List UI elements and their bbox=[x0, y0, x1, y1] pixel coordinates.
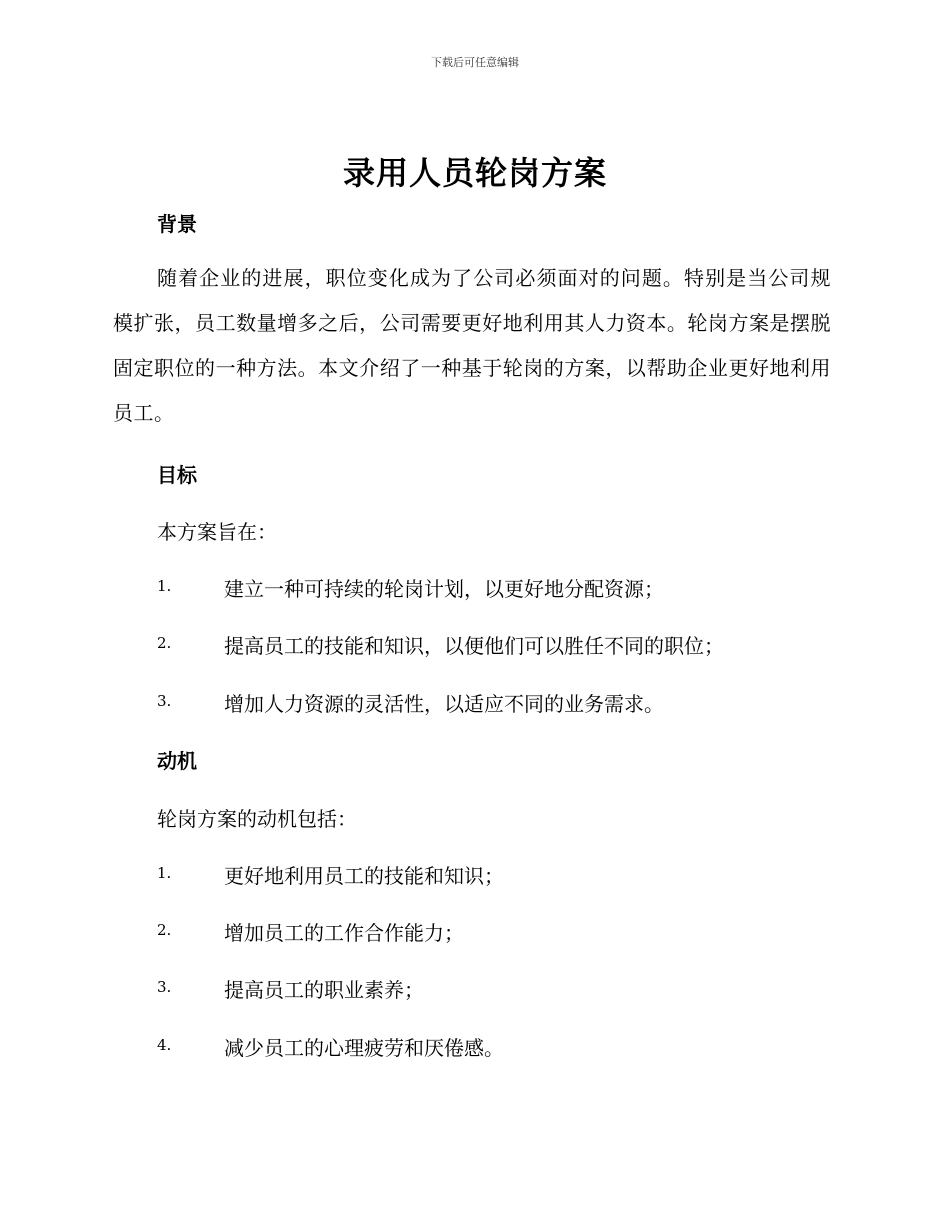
list-text: 提高员工的职业素养； bbox=[224, 978, 424, 1002]
list-text: 增加人力资源的灵活性，以适应不同的业务需求。 bbox=[224, 692, 664, 716]
goals-intro: 本方案旨在： bbox=[157, 520, 277, 544]
goals-list-item bbox=[157, 688, 857, 718]
list-text: 更好地利用员工的技能和知识； bbox=[224, 864, 504, 888]
section-heading-background: 背景 bbox=[157, 212, 197, 236]
section-heading-goals: 目标 bbox=[157, 463, 197, 487]
list-number: 1. bbox=[157, 577, 172, 595]
header-note: 下载后可任意编辑 bbox=[431, 56, 519, 69]
list-number: 4. bbox=[157, 1036, 172, 1054]
section-heading-motivation: 动机 bbox=[157, 749, 197, 773]
motivation-list-item bbox=[157, 917, 857, 947]
document-title: 录用人员轮岗方案 bbox=[342, 154, 607, 192]
list-text: 提高员工的技能和知识，以便他们可以胜任不同的职位； bbox=[224, 634, 724, 658]
list-text: 减少员工的心理疲劳和厌倦感。 bbox=[224, 1036, 504, 1060]
motivation-list-item bbox=[157, 860, 857, 890]
list-text: 增加员工的工作合作能力； bbox=[224, 921, 464, 945]
background-paragraph: 随着企业的进展，职位变化成为了公司必须面对的问题。特别是当公司规模扩张，员工数量增多之后，公司需要更好地利用其人力资本。轮岗方案是摆脱固定职位的一种方法。本文介绍了一种基于轮岗的方案，以帮助企业更好地利用员工。 bbox=[113, 266, 831, 425]
list-number: 2. bbox=[157, 921, 172, 939]
goals-list-item bbox=[157, 573, 857, 603]
list-text: 建立一种可持续的轮岗计划，以更好地分配资源； bbox=[224, 577, 664, 601]
list-number: 2. bbox=[157, 634, 172, 652]
motivation-intro: 轮岗方案的动机包括： bbox=[157, 807, 357, 831]
list-number: 3. bbox=[157, 692, 172, 710]
list-number: 3. bbox=[157, 978, 172, 996]
goals-list-item bbox=[157, 630, 857, 660]
motivation-list-item bbox=[157, 1032, 857, 1062]
motivation-list-item bbox=[157, 974, 857, 1004]
list-number: 1. bbox=[157, 864, 172, 882]
